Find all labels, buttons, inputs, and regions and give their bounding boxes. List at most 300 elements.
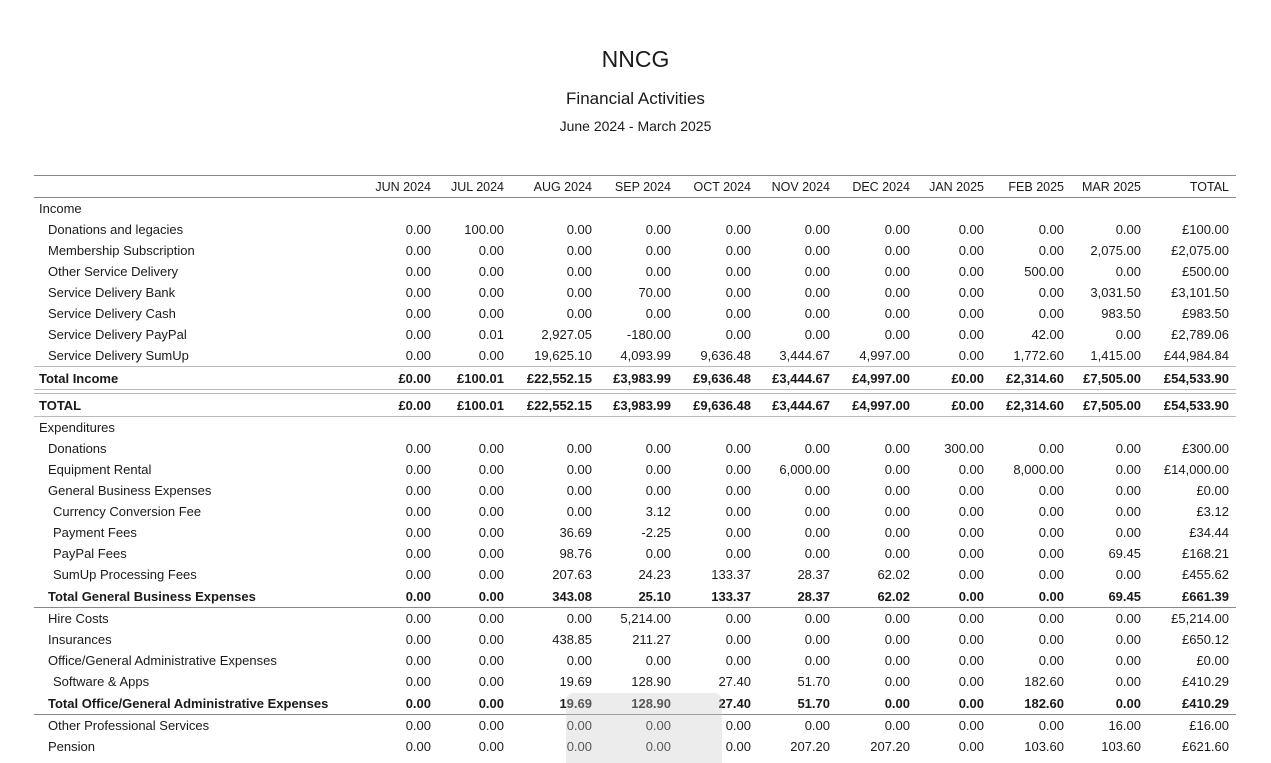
value-cell: 438.85 [552, 632, 592, 647]
value-cell: £0.00 [398, 370, 431, 386]
value-cell: 19.69 [559, 674, 592, 689]
column-header-row [34, 176, 1236, 198]
value-cell: 0.00 [725, 718, 751, 733]
value-cell: 0.00 [725, 327, 751, 342]
value-cell: £410.29 [1182, 674, 1229, 689]
value-cell: 0.00 [645, 483, 671, 498]
value-cell: £455.62 [1182, 567, 1229, 582]
value-cell: 0.00 [566, 264, 592, 279]
value-cell: £661.39 [1182, 588, 1229, 604]
value-cell: 0.00 [566, 718, 592, 733]
value-cell: £3,101.50 [1171, 285, 1229, 300]
value-cell: 0.00 [958, 695, 984, 711]
value-cell: 0.00 [405, 504, 431, 519]
value-cell: 0.00 [478, 483, 504, 498]
report-body [34, 198, 1236, 757]
value-cell: 0.00 [958, 462, 984, 477]
value-cell: 3.12 [645, 504, 671, 519]
value-cell: 0.00 [1115, 264, 1141, 279]
value-cell: £3.12 [1196, 504, 1229, 519]
value-cell: 0.00 [958, 653, 984, 668]
row-label: Expenditures [39, 420, 115, 435]
total-row [34, 366, 1236, 390]
value-cell: 0.00 [566, 222, 592, 237]
value-cell: 133.37 [711, 588, 751, 604]
value-cell: 0.00 [566, 483, 592, 498]
table-row [34, 240, 1236, 261]
value-cell: 0.00 [405, 739, 431, 754]
value-cell: 0.00 [645, 546, 671, 561]
value-cell: 0.00 [725, 264, 751, 279]
value-cell: 207.63 [552, 567, 592, 582]
row-label: Service Delivery Cash [48, 306, 176, 321]
row-label: Insurances [48, 632, 112, 647]
value-cell: 16.00 [1108, 718, 1141, 733]
value-cell: 8,000.00 [1013, 462, 1064, 477]
value-cell: 0.00 [478, 504, 504, 519]
table-row [34, 543, 1236, 564]
value-cell: 0.00 [884, 327, 910, 342]
row-label: Income [39, 201, 82, 216]
value-cell: 70.00 [638, 285, 671, 300]
table-row [34, 324, 1236, 345]
value-cell: 62.02 [877, 588, 910, 604]
value-cell: 0.00 [958, 739, 984, 754]
value-cell: 0.00 [958, 264, 984, 279]
value-cell: 0.00 [566, 504, 592, 519]
value-cell: 9,636.48 [700, 348, 751, 363]
row-label: Equipment Rental [48, 462, 152, 477]
value-cell: 1,772.60 [1013, 348, 1064, 363]
value-cell: 0.00 [804, 483, 830, 498]
value-cell: £9,636.48 [693, 397, 751, 413]
value-cell: 0.00 [1115, 695, 1141, 711]
value-cell: 27.40 [718, 695, 751, 711]
table-row [34, 501, 1236, 522]
value-cell: 0.00 [1038, 306, 1064, 321]
value-cell: 500.00 [1024, 264, 1064, 279]
value-cell: 207.20 [870, 739, 910, 754]
value-cell: £2,075.00 [1171, 243, 1229, 258]
value-cell: 0.00 [405, 327, 431, 342]
value-cell: 0.00 [478, 306, 504, 321]
value-cell: 0.00 [405, 718, 431, 733]
value-cell: 0.00 [725, 611, 751, 626]
value-cell: 1,415.00 [1090, 348, 1141, 363]
subtotal-row [34, 585, 1236, 608]
value-cell: £0.00 [1196, 483, 1229, 498]
table-row [34, 219, 1236, 240]
value-cell: 0.01 [478, 327, 504, 342]
table-row [34, 480, 1236, 501]
row-label: Other Service Delivery [48, 264, 179, 279]
value-cell: 0.00 [804, 632, 830, 647]
value-cell: 0.00 [1038, 567, 1064, 582]
value-cell: 0.00 [725, 504, 751, 519]
value-cell: 0.00 [566, 653, 592, 668]
column-header: NOV 2024 [771, 179, 830, 194]
value-cell: £22,552.15 [526, 397, 592, 413]
value-cell: 0.00 [804, 441, 830, 456]
value-cell: 0.00 [405, 306, 431, 321]
value-cell: £14,000.00 [1163, 462, 1229, 477]
company-name: NNCG [601, 46, 670, 72]
table-row [34, 608, 1236, 629]
value-cell: 343.08 [552, 588, 592, 604]
row-label: Donations and legacies [48, 222, 184, 237]
value-cell: 0.00 [478, 653, 504, 668]
value-cell: 98.76 [559, 546, 592, 561]
watermark-overlay [566, 693, 722, 763]
value-cell: 0.00 [405, 348, 431, 363]
value-cell: -2.25 [641, 525, 671, 540]
column-header: TOTAL [1189, 179, 1229, 194]
value-cell: 27.40 [718, 674, 751, 689]
value-cell: 0.00 [1038, 718, 1064, 733]
table-row [34, 671, 1236, 692]
value-cell: £0.00 [398, 397, 431, 413]
value-cell: £410.29 [1182, 695, 1229, 711]
value-cell: 3,031.50 [1090, 285, 1141, 300]
value-cell: 0.00 [478, 611, 504, 626]
table-row [34, 564, 1236, 585]
value-cell: 0.00 [725, 441, 751, 456]
value-cell: 0.00 [958, 348, 984, 363]
column-header: DEC 2024 [852, 179, 910, 194]
value-cell: 0.00 [1038, 588, 1064, 604]
value-cell: 25.10 [638, 588, 671, 604]
value-cell: 0.00 [1038, 525, 1064, 540]
value-cell: 0.00 [1115, 567, 1141, 582]
value-cell: 0.00 [884, 653, 910, 668]
value-cell: 0.00 [725, 483, 751, 498]
value-cell: 0.00 [566, 462, 592, 477]
value-cell: 0.00 [725, 222, 751, 237]
value-cell: 0.00 [1115, 327, 1141, 342]
value-cell: 0.00 [478, 441, 504, 456]
value-cell: 69.45 [1108, 588, 1141, 604]
row-label: Membership Subscription [48, 243, 195, 258]
value-cell: 128.90 [631, 695, 671, 711]
value-cell: 0.00 [804, 525, 830, 540]
value-cell: 0.00 [884, 243, 910, 258]
value-cell: 0.00 [958, 243, 984, 258]
value-cell: 211.27 [632, 632, 671, 647]
value-cell: 0.00 [725, 653, 751, 668]
row-label: Currency Conversion Fee [53, 504, 202, 519]
row-label: Service Delivery Bank [48, 285, 176, 300]
value-cell: 0.00 [804, 306, 830, 321]
value-cell: 0.00 [884, 674, 910, 689]
value-cell: 0.00 [884, 504, 910, 519]
table-row [34, 345, 1236, 366]
value-cell: 0.00 [478, 695, 504, 711]
row-label: Software & Apps [53, 674, 150, 689]
value-cell: £2,314.60 [1006, 370, 1064, 386]
value-cell: 0.00 [1115, 483, 1141, 498]
value-cell: £3,983.99 [613, 397, 671, 413]
value-cell: 0.00 [645, 306, 671, 321]
report-title: Financial Activities [566, 89, 705, 108]
value-cell: 0.00 [478, 243, 504, 258]
value-cell: 0.00 [884, 525, 910, 540]
row-label: Payment Fees [53, 525, 137, 540]
value-cell: 0.00 [566, 611, 592, 626]
value-cell: £621.60 [1182, 739, 1229, 754]
value-cell: £16.00 [1189, 718, 1229, 733]
value-cell: 0.00 [1038, 483, 1064, 498]
value-cell: £7,505.00 [1083, 370, 1141, 386]
value-cell: £4,997.00 [852, 397, 910, 413]
row-label: Other Professional Services [48, 718, 210, 733]
value-cell: 0.00 [1038, 611, 1064, 626]
value-cell: 0.00 [478, 632, 504, 647]
value-cell: 0.00 [645, 222, 671, 237]
value-cell: 0.00 [958, 674, 984, 689]
value-cell: £22,552.15 [526, 370, 592, 386]
value-cell: 0.00 [405, 695, 431, 711]
value-cell: 51.70 [797, 695, 830, 711]
value-cell: 2,927.05 [541, 327, 592, 342]
value-cell: 0.00 [804, 504, 830, 519]
value-cell: 0.00 [405, 264, 431, 279]
value-cell: £300.00 [1182, 441, 1229, 456]
value-cell: 0.00 [405, 567, 431, 582]
total-row [34, 393, 1236, 417]
value-cell: 133.37 [711, 567, 751, 582]
value-cell: 0.00 [1038, 504, 1064, 519]
value-cell: 0.00 [405, 632, 431, 647]
row-label: Pension [48, 739, 95, 754]
value-cell: 0.00 [1038, 441, 1064, 456]
value-cell: 0.00 [405, 462, 431, 477]
value-cell: 0.00 [1115, 441, 1141, 456]
value-cell: 0.00 [645, 718, 671, 733]
table-row [34, 438, 1236, 459]
value-cell: 0.00 [884, 718, 910, 733]
value-cell: 0.00 [478, 264, 504, 279]
value-cell: 36.69 [559, 525, 592, 540]
value-cell: 0.00 [405, 525, 431, 540]
value-cell: 0.00 [478, 285, 504, 300]
value-cell: £100.01 [457, 370, 504, 386]
column-header: JUN 2024 [375, 179, 431, 194]
value-cell: 0.00 [405, 674, 431, 689]
value-cell: 0.00 [884, 462, 910, 477]
table-row [34, 282, 1236, 303]
row-label: Donations [48, 441, 107, 456]
value-cell: 0.00 [1038, 546, 1064, 561]
value-cell: 4,997.00 [859, 348, 910, 363]
value-cell: £500.00 [1182, 264, 1229, 279]
value-cell: 103.60 [1024, 739, 1064, 754]
row-label: Office/General Administrative Expenses [48, 653, 277, 668]
value-cell: 0.00 [478, 546, 504, 561]
value-cell: 0.00 [566, 306, 592, 321]
value-cell: 0.00 [884, 695, 910, 711]
value-cell: 62.02 [877, 567, 910, 582]
table-row [34, 303, 1236, 324]
value-cell: 0.00 [884, 441, 910, 456]
row-label: Service Delivery SumUp [48, 348, 189, 363]
row-label: PayPal Fees [53, 546, 127, 561]
report-period: June 2024 - March 2025 [559, 118, 712, 134]
value-cell: 28.37 [797, 567, 830, 582]
value-cell: 0.00 [958, 546, 984, 561]
value-cell: 300.00 [944, 441, 984, 456]
value-cell: 0.00 [958, 588, 984, 604]
value-cell: 0.00 [804, 718, 830, 733]
value-cell: 983.50 [1101, 306, 1141, 321]
value-cell: 69.45 [1108, 546, 1141, 561]
value-cell: 0.00 [405, 546, 431, 561]
value-cell: 100.00 [464, 222, 504, 237]
value-cell: 0.00 [1115, 222, 1141, 237]
value-cell: 0.00 [478, 718, 504, 733]
value-cell: £5,214.00 [1171, 611, 1229, 626]
value-cell: 0.00 [725, 632, 751, 647]
value-cell: £9,636.48 [693, 370, 751, 386]
value-cell: 0.00 [958, 327, 984, 342]
value-cell: £168.21 [1182, 546, 1229, 561]
value-cell: 0.00 [958, 483, 984, 498]
row-label: TOTAL [39, 397, 82, 413]
value-cell: 0.00 [725, 525, 751, 540]
column-header: FEB 2025 [1008, 179, 1064, 194]
value-cell: 5,214.00 [620, 611, 671, 626]
value-cell: 0.00 [478, 348, 504, 363]
value-cell: £0.00 [951, 370, 984, 386]
value-cell: 0.00 [804, 327, 830, 342]
value-cell: £100.00 [1182, 222, 1229, 237]
value-cell: 0.00 [1115, 611, 1141, 626]
value-cell: 128.90 [631, 674, 671, 689]
value-cell: 0.00 [405, 611, 431, 626]
value-cell: 0.00 [958, 567, 984, 582]
value-cell: 0.00 [884, 222, 910, 237]
value-cell: 0.00 [884, 611, 910, 626]
value-cell: 3,444.67 [779, 348, 830, 363]
value-cell: 24.23 [638, 567, 671, 582]
financial-activities-table [34, 175, 1236, 757]
value-cell: £3,444.67 [772, 370, 830, 386]
value-cell: 0.00 [405, 441, 431, 456]
value-cell: 0.00 [725, 306, 751, 321]
value-cell: 0.00 [405, 222, 431, 237]
value-cell: 0.00 [1115, 504, 1141, 519]
value-cell: 0.00 [725, 285, 751, 300]
value-cell: 0.00 [405, 243, 431, 258]
value-cell: 0.00 [884, 483, 910, 498]
row-label: SumUp Processing Fees [53, 567, 197, 582]
value-cell: 0.00 [884, 285, 910, 300]
value-cell: 0.00 [804, 222, 830, 237]
column-header: JUL 2024 [450, 179, 504, 194]
value-cell: 0.00 [645, 462, 671, 477]
value-cell: 0.00 [1115, 462, 1141, 477]
table-row [34, 522, 1236, 543]
value-cell: 0.00 [405, 653, 431, 668]
value-cell: 0.00 [1038, 222, 1064, 237]
value-cell: £44,984.84 [1163, 348, 1229, 363]
value-cell: £3,983.99 [613, 370, 671, 386]
value-cell: 0.00 [884, 546, 910, 561]
value-cell: 0.00 [958, 504, 984, 519]
value-cell: 0.00 [1115, 525, 1141, 540]
value-cell: 103.60 [1101, 739, 1141, 754]
value-cell: 0.00 [725, 243, 751, 258]
column-header: OCT 2024 [693, 179, 751, 194]
value-cell: 0.00 [478, 674, 504, 689]
column-header: MAR 2025 [1081, 179, 1141, 194]
row-label: Service Delivery PayPal [48, 327, 187, 342]
value-cell: £650.12 [1182, 632, 1229, 647]
value-cell: 6,000.00 [779, 462, 830, 477]
value-cell: £0.00 [951, 397, 984, 413]
value-cell: 0.00 [1038, 285, 1064, 300]
value-cell: £3,444.67 [772, 397, 830, 413]
value-cell: 0.00 [566, 441, 592, 456]
value-cell: 0.00 [1115, 632, 1141, 647]
value-cell: £54,533.90 [1163, 397, 1229, 413]
value-cell: -180.00 [626, 327, 671, 342]
value-cell: 4,093.99 [620, 348, 671, 363]
value-cell: 0.00 [566, 739, 592, 754]
row-label: Total General Business Expenses [48, 588, 256, 604]
row-label: Hire Costs [48, 611, 109, 626]
value-cell: 0.00 [725, 739, 751, 754]
row-label: General Business Expenses [48, 483, 212, 498]
value-cell: 0.00 [804, 264, 830, 279]
value-cell: 0.00 [884, 632, 910, 647]
value-cell: 0.00 [405, 483, 431, 498]
value-cell: £2,789.06 [1171, 327, 1229, 342]
value-cell: 0.00 [1115, 653, 1141, 668]
value-cell: 0.00 [725, 546, 751, 561]
value-cell: 0.00 [884, 306, 910, 321]
value-cell: 0.00 [478, 588, 504, 604]
value-cell: 0.00 [884, 264, 910, 279]
value-cell: 0.00 [804, 243, 830, 258]
table-row [34, 650, 1236, 671]
row-label: Total Income [39, 370, 119, 386]
value-cell: £34.44 [1189, 525, 1229, 540]
value-cell: 182.60 [1024, 695, 1064, 711]
value-cell: 0.00 [804, 611, 830, 626]
value-cell: £983.50 [1182, 306, 1229, 321]
value-cell: 0.00 [958, 632, 984, 647]
section-header-row [34, 198, 1236, 219]
value-cell: 0.00 [1038, 243, 1064, 258]
row-label: Total Office/General Administrative Expenses [48, 695, 329, 711]
value-cell: £2,314.60 [1006, 397, 1064, 413]
value-cell: 0.00 [958, 222, 984, 237]
value-cell: 0.00 [566, 243, 592, 258]
value-cell: 2,075.00 [1090, 243, 1141, 258]
value-cell: 19.69 [559, 695, 592, 711]
value-cell: 42.00 [1031, 327, 1064, 342]
value-cell: 0.00 [405, 285, 431, 300]
value-cell: 182.60 [1024, 674, 1064, 689]
value-cell: 0.00 [478, 567, 504, 582]
value-cell: 0.00 [405, 588, 431, 604]
value-cell: 0.00 [804, 546, 830, 561]
value-cell: 51.70 [797, 674, 830, 689]
value-cell: 0.00 [478, 462, 504, 477]
value-cell: 0.00 [1038, 653, 1064, 668]
value-cell: £54,533.90 [1163, 370, 1229, 386]
column-header: AUG 2024 [533, 179, 592, 194]
